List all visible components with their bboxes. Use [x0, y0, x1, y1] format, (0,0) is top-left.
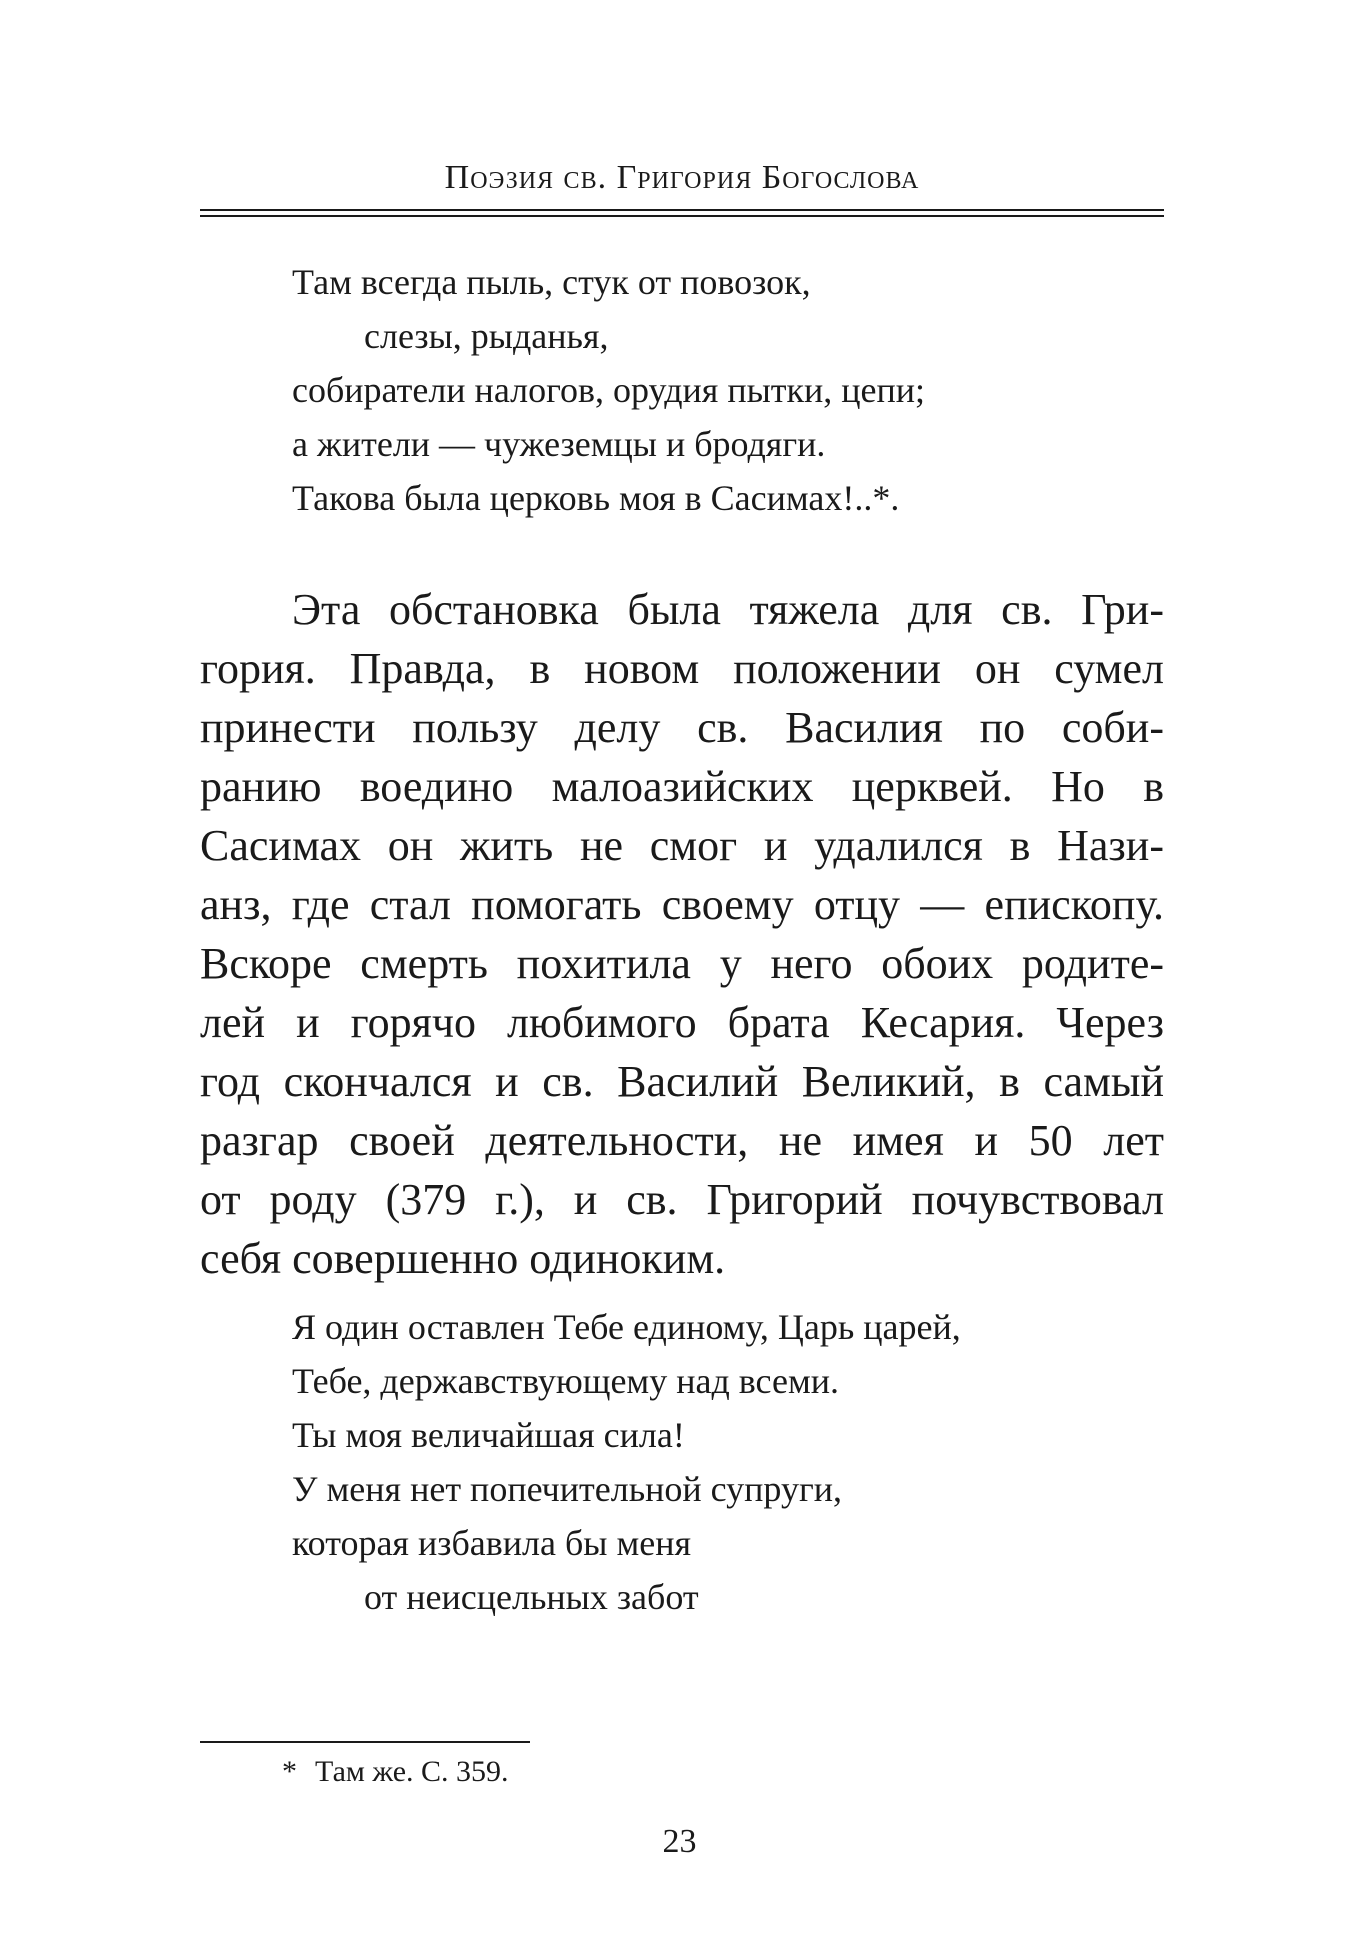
- paragraph-line: год скончался и св. Василий Великий, в самый: [200, 1057, 1164, 1106]
- verse-block-1: [292, 255, 925, 525]
- verse-line: собиратели налогов, орудия пытки, цепи;: [292, 370, 926, 410]
- page-number: 23: [662, 1823, 697, 1860]
- header-rule-bottom: [200, 215, 1164, 217]
- paragraph-line: Сасимах он жить не смог и удалился в Нази-: [200, 821, 1164, 870]
- verse-line: У меня нет попечительной супруги,: [292, 1469, 842, 1509]
- paragraph-line: от роду (379 г.), и св. Григорий почувствовал: [200, 1175, 1164, 1224]
- verse-line: а жители — чужеземцы и бродяги.: [292, 424, 826, 464]
- footnote-rule: [200, 1741, 530, 1743]
- paragraph-line: Вскоре смерть похитила у него обоих родите-: [200, 939, 1164, 988]
- paragraph-line: принести пользу делу св. Василия по соби-: [200, 703, 1164, 752]
- footnote: [282, 1752, 509, 1792]
- running-head: Поэзия св. Григория Богослова: [444, 159, 920, 196]
- verse-line: Я один оставлен Тебе единому, Царь царей,: [292, 1307, 961, 1347]
- body-paragraph: [200, 580, 1164, 1288]
- header-rule-top: [200, 209, 1164, 211]
- verse-line: от неисцельных забот: [364, 1577, 699, 1617]
- verse-block-2: [292, 1300, 961, 1624]
- paragraph-line: себя совершенно одиноким.: [200, 1234, 726, 1283]
- verse-line: Такова была церковь моя в Сасимах!..*.: [292, 478, 900, 518]
- paragraph-line: анз, где стал помогать своему отцу — епископу.: [200, 880, 1164, 929]
- footnote-text: Там же. С. 359.: [315, 1755, 509, 1788]
- verse-line: Тебе, державствующему над всеми.: [292, 1361, 839, 1401]
- footnote-mark: *: [282, 1755, 297, 1788]
- paragraph-line: разгар своей деятельности, не имея и 50 лет: [200, 1116, 1164, 1165]
- verse-line: Там всегда пыль, стук от повозок,: [292, 262, 811, 302]
- paragraph-line: Эта обстановка была тяжела для св. Гри-: [292, 585, 1164, 634]
- verse-line: которая избавила бы меня: [292, 1523, 692, 1563]
- paragraph-line: лей и горячо любимого брата Кесария. Через: [200, 998, 1164, 1047]
- verse-line: Ты моя величайшая сила!: [292, 1415, 685, 1455]
- paragraph-line: ранию воедино малоазийских церквей. Но в: [200, 762, 1164, 811]
- paragraph-line: гория. Правда, в новом положении он сумел: [200, 644, 1164, 693]
- verse-line: слезы, рыданья,: [364, 316, 609, 356]
